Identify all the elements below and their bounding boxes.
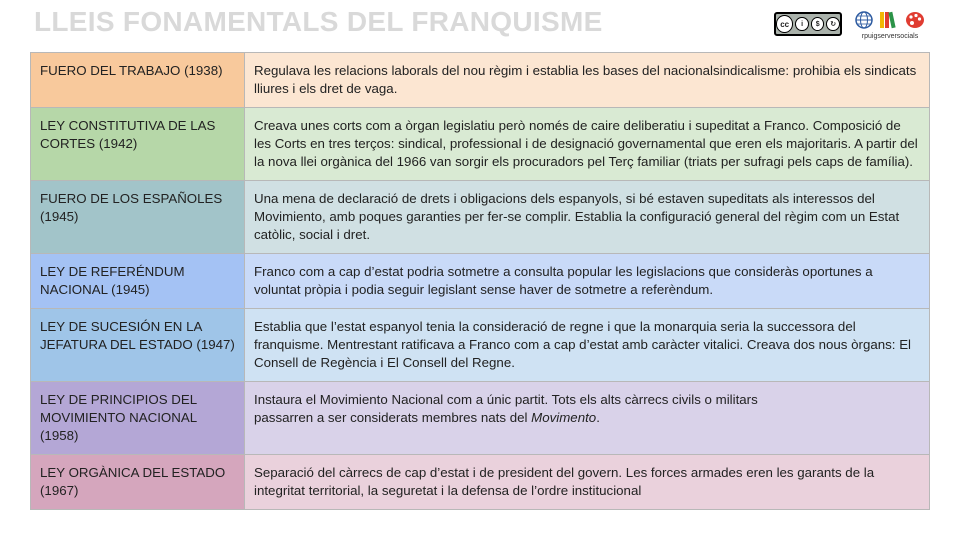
- law-description-suffix: .: [596, 410, 600, 425]
- law-name-cell: LEY DE SUCESIÓN EN LA JEFATURA DEL ESTADO (1947): [31, 309, 245, 382]
- header-logos: [774, 8, 926, 40]
- law-description-cell: Franco com a cap d’estat podria sotmetre a consulta popular les legislacions que consideràs oportunes a voluntat pròpia i podia seguir legislant sense haver de sotmetre a referèndum.: [245, 254, 930, 309]
- law-description-cell: Separació del càrrecs de cap d’estat i de president del govern. Les forces armades eren les garants de la integritat territorial, la seguretat i la defensa de l’ordre institucional: [245, 455, 930, 510]
- laws-table: [30, 52, 930, 510]
- table-row: [31, 382, 930, 455]
- books-icon: [879, 11, 899, 29]
- law-name-cell: LEY CONSTITUTIVA DE LAS CORTES (1942): [31, 108, 245, 181]
- law-description-line1: Instaura el Movimiento Nacional com a únic partit. Tots els alts càrrecs civils o militars: [254, 392, 758, 407]
- table-row: [31, 108, 930, 181]
- cc-icon: cc: [776, 15, 793, 33]
- law-name-cell: LEY DE REFERÉNDUM NACIONAL (1945): [31, 254, 245, 309]
- law-name-cell: LEY ORGÀNICA DEL ESTADO (1967): [31, 455, 245, 510]
- brand-handle: rpuigserversocials: [861, 33, 919, 40]
- table-row: [31, 181, 930, 254]
- law-description-cell: [245, 382, 930, 455]
- law-name-cell: LEY DE PRINCIPIOS DEL MOVIMIENTO NACIONAL (1958): [31, 382, 245, 455]
- table-row: [31, 53, 930, 108]
- law-description-cell: Creava unes corts com a òrgan legislatiu però només de caire deliberatiu i supeditat a Franco. Composició de les Corts en tres terços: sindical, professional i de designació governamental que eren els majoritaris. A partir del la nova llei orgànica del 1966 van sorgir els procuradors pel Terç familiar (triats per sufragi pels caps de família).: [245, 108, 930, 181]
- palette-icon: [905, 11, 925, 29]
- law-description-cell: Regulava les relacions laborals del nou règim i establia les bases del nacionalsindicalisme: prohibia els sindicats lliures i els dret de vaga.: [245, 53, 930, 108]
- table-row: [31, 254, 930, 309]
- table-row: [31, 309, 930, 382]
- cc-sa-icon: ↻: [826, 17, 840, 31]
- law-description-italic: Movimento: [531, 410, 597, 425]
- page-title: LLEIS FONAMENTALS DEL FRANQUISME: [34, 6, 603, 37]
- creative-commons-license-icon[interactable]: [774, 12, 842, 36]
- table-row: [31, 455, 930, 510]
- law-name-cell: FUERO DEL TRABAJO (1938): [31, 53, 245, 108]
- law-description-cell: Establia que l’estat espanyol tenia la consideració de regne i que la monarquia seria la successora del franquisme. Mentrestant ratificava a Franco com a cap d’estat amb caràcter vitalici. Creava dos nous òrgans: El Consell de Regència i El Consell del Regne.: [245, 309, 930, 382]
- law-description-prefix: passarren a ser considerats membres nats del: [254, 410, 532, 425]
- law-description-cell: Una mena de declaració de drets i obligacions dels espanyols, si bé estaven supeditats als interessos del Movimiento, amb poques garanties per fer-se complir. Establia la configuració general del règim com un Estat catòlic, social i dret.: [245, 181, 930, 254]
- cc-nc-icon: $: [811, 17, 825, 31]
- cc-by-icon: i: [795, 17, 809, 31]
- law-name-cell: FUERO DE LOS ESPAÑOLES (1945): [31, 181, 245, 254]
- globe-icon: [855, 11, 873, 29]
- brand-logo[interactable]: [854, 8, 926, 40]
